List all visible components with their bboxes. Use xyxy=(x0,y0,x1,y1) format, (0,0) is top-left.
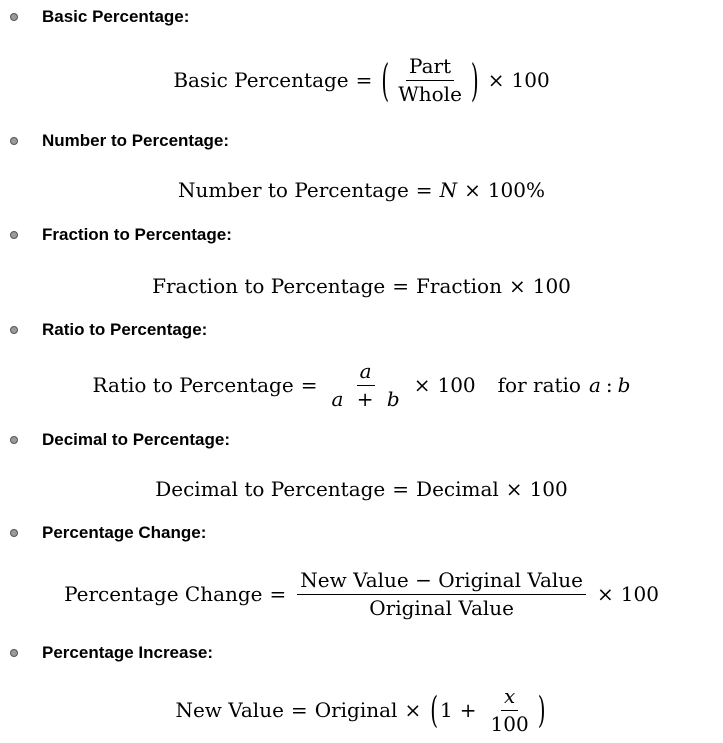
bullet-icon xyxy=(10,529,18,537)
term-fraction: Fraction xyxy=(416,274,502,298)
bullet-icon xyxy=(10,137,18,145)
term-original: Original xyxy=(314,698,398,722)
heading-ratio-to-percentage: Ratio to Percentage: xyxy=(42,320,208,339)
equals-sign: = xyxy=(392,477,410,501)
equals-sign: = xyxy=(269,582,287,606)
equals-sign: = xyxy=(355,68,373,92)
formula-lhs: Basic Percentage xyxy=(173,68,349,92)
formula-lhs: Fraction to Percentage xyxy=(152,274,386,298)
denominator-a: a xyxy=(331,386,344,411)
formula-lhs: Decimal to Percentage xyxy=(155,477,386,501)
factor: 100 xyxy=(532,274,571,298)
denominator-b: b xyxy=(386,386,400,411)
formula-lhs: Percentage Change xyxy=(64,582,263,606)
equals-sign: = xyxy=(300,373,318,397)
fraction-change xyxy=(297,569,586,620)
heading-decimal-to-percentage: Decimal to Percentage: xyxy=(42,430,231,449)
term-decimal: Decimal xyxy=(416,477,499,501)
numerator: x xyxy=(501,685,518,711)
denominator: Original Value xyxy=(369,595,515,620)
fraction-part-whole xyxy=(395,55,465,106)
times-sign: × xyxy=(413,373,431,397)
equals-sign: = xyxy=(392,274,410,298)
times-sign: × xyxy=(505,477,523,501)
bullet-icon xyxy=(10,436,18,444)
bullet-icon xyxy=(10,649,18,657)
formula-decimal-to-percentage xyxy=(0,473,723,505)
factor: 100 xyxy=(511,68,550,92)
right-paren-icon: ) xyxy=(470,53,479,107)
formula-fraction-to-percentage xyxy=(0,270,723,302)
ratio-a: a xyxy=(588,373,601,397)
numerator: a xyxy=(357,360,375,386)
heading-percentage-increase: Percentage Increase: xyxy=(42,643,214,662)
numerator: New Value − Original Value xyxy=(297,569,586,595)
formula-lhs: Number to Percentage xyxy=(177,178,409,202)
formula-basic-percentage xyxy=(0,48,723,112)
right-paren-icon: ) xyxy=(537,688,546,732)
left-paren-icon: ( xyxy=(430,688,439,732)
denominator: 100 xyxy=(490,711,529,736)
plus-sign: + xyxy=(459,698,477,722)
times-sign: × xyxy=(508,274,526,298)
bullet-icon xyxy=(10,326,18,334)
denominator xyxy=(328,386,402,411)
formula-lhs: Ratio to Percentage xyxy=(92,373,294,397)
ratio-note: for ratio xyxy=(497,373,581,397)
formula-percentage-increase xyxy=(0,680,723,740)
equals-sign: = xyxy=(415,178,433,202)
factor: 100% xyxy=(487,178,546,202)
ratio-colon: : xyxy=(605,373,613,397)
bullet-icon xyxy=(10,231,18,239)
times-sign: × xyxy=(464,178,481,202)
heading-fraction-to-percentage: Fraction to Percentage: xyxy=(42,225,232,244)
formula-number-to-percentage xyxy=(0,174,723,206)
factor: 100 xyxy=(529,477,568,501)
variable-n: N xyxy=(439,178,458,202)
factor: 100 xyxy=(437,373,476,397)
times-sign: × xyxy=(596,582,614,606)
times-sign: × xyxy=(404,698,422,722)
heading-number-to-percentage: Number to Percentage: xyxy=(42,131,230,150)
fraction-a-over-a-plus-b xyxy=(328,360,402,411)
plus-sign: + xyxy=(356,386,374,411)
numerator: Part xyxy=(406,55,454,81)
denominator: Whole xyxy=(398,81,462,106)
left-paren-icon: ( xyxy=(381,53,390,107)
term-one: 1 xyxy=(440,698,453,722)
equals-sign: = xyxy=(290,698,308,722)
ratio-b: b xyxy=(617,373,631,397)
times-sign: × xyxy=(487,68,505,92)
formula-ratio-to-percentage xyxy=(0,356,723,414)
formula-percentage-change xyxy=(0,564,723,624)
factor: 100 xyxy=(620,582,659,606)
fraction-x-over-100 xyxy=(488,685,532,736)
heading-percentage-change: Percentage Change: xyxy=(42,523,207,542)
formula-lhs: New Value xyxy=(175,698,284,722)
heading-basic-percentage: Basic Percentage: xyxy=(42,7,190,26)
bullet-icon xyxy=(10,13,18,21)
